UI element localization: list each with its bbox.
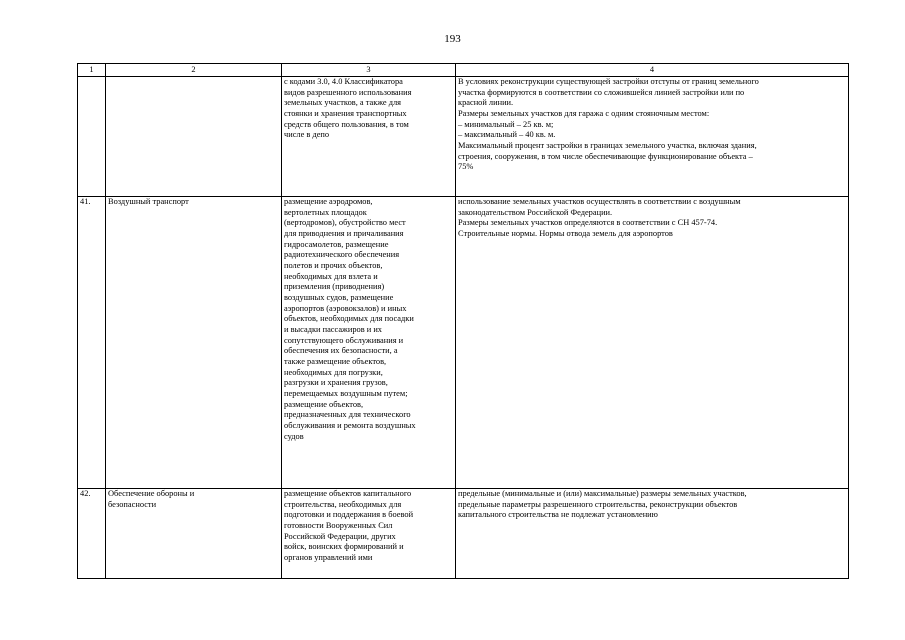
text-line: использование земельных участков осуществлять в соответствии с воздушным: [458, 197, 741, 206]
text-line: (вертодромов), обустройство мест: [284, 218, 406, 228]
text-line: приземления (приводнения): [284, 282, 385, 292]
row-number-cell: 42.: [78, 489, 106, 579]
header-col-1: 1: [78, 64, 106, 77]
text-line: обеспечения их безопасности, а: [284, 346, 398, 356]
text-line: Воздушный транспорт: [108, 197, 189, 206]
row-params-cell: [456, 489, 849, 579]
text-line: размещение объектов капитального: [284, 489, 412, 498]
header-col-4: 4: [456, 64, 849, 77]
text-line: перемещаемых воздушным путем;: [284, 389, 408, 399]
text-line: вертолетных площадок: [284, 207, 367, 217]
row-description-cell: [282, 197, 456, 489]
text-line: – максимальный – 40 кв. м.: [458, 130, 556, 140]
text-line: разгрузки и хранения грузов,: [284, 378, 388, 388]
text-line: для приводнения и причаливания: [284, 229, 404, 239]
text-line: участка формируются в соответствии со сложившейся линией застройки или по: [458, 87, 745, 97]
text-line: необходимых для погрузки,: [284, 367, 383, 377]
text-line: числе в депо: [284, 130, 330, 140]
page-number: 193: [444, 33, 461, 45]
text-line: сопутствующего обслуживания и: [284, 335, 404, 345]
row-number-cell: [78, 77, 106, 197]
row-params-cell: [456, 197, 849, 489]
text-line: необходимых для взлета и: [284, 271, 378, 281]
text-line: и высадки пассажиров и их: [284, 325, 382, 335]
text-line: предельные параметры разрешенного строительства, реконструкции объектов: [458, 499, 738, 509]
text-line: Максимальный процент застройки в границах земельного участка, включая здания,: [458, 141, 757, 151]
text-line: средств общего пользования, в том: [284, 119, 409, 129]
table-row: [78, 489, 849, 579]
table-row: [78, 77, 849, 197]
row-name-cell: [106, 489, 282, 579]
text-line: аэропортов (аэровокзалов) и иных: [284, 303, 407, 313]
text-line: предельные (минимальные и (или) максимальные) размеры земельных участков,: [458, 489, 747, 498]
header-col-2: 2: [106, 64, 282, 77]
table-row: [78, 197, 849, 489]
text-line: Размеры земельных участков для гаража с одним стояночным местом:: [458, 109, 710, 119]
table-header-row: [78, 64, 849, 77]
text-line: размещение объектов,: [284, 399, 364, 409]
text-line: – минимальный – 25 кв. м;: [458, 119, 554, 129]
text-line: объектов, необходимых для посадки: [284, 314, 414, 324]
text-line: строительства, необходимых для: [284, 499, 402, 509]
row-number-cell: 41.: [78, 197, 106, 489]
text-line: также размещение объектов,: [284, 357, 387, 367]
text-line: размещение аэродромов,: [284, 197, 373, 206]
text-line: подготовки и поддержания в боевой: [284, 510, 414, 520]
text-line: Строительные нормы. Нормы отвода земель для аэропортов: [458, 229, 673, 239]
text-line: Российской Федерации, других: [284, 531, 396, 541]
text-line: В условиях реконструкции существующей застройки отступы от границ земельного: [458, 77, 759, 86]
text-line: готовности Вооруженных Сил: [284, 521, 393, 531]
text-line: войск, воинских формирований и: [284, 542, 404, 552]
text-line: земельных участков, а также для: [284, 98, 402, 108]
text-line: строения, сооружения, в том числе обеспечивающие функционирование объекта –: [458, 151, 753, 161]
text-line: судов: [284, 431, 304, 441]
row-name-cell: [106, 77, 282, 197]
text-line: Обеспечение обороны и: [108, 489, 195, 498]
text-line: капитального строительства не подлежат установлению: [458, 510, 658, 520]
text-line: предназначенных для технического: [284, 410, 411, 420]
text-line: законодательством Российской Федерации.: [458, 207, 613, 217]
text-line: обслуживания и ремонта воздушных: [284, 421, 416, 431]
text-line: 75%: [458, 162, 474, 172]
text-line: стоянки и хранения транспортных: [284, 109, 407, 119]
land-use-table: [77, 63, 849, 579]
text-line: полетов и прочих объектов,: [284, 261, 383, 271]
text-line: безопасности: [108, 499, 157, 509]
text-line: радиотехнического обеспечения: [284, 250, 400, 260]
row-description-cell: [282, 489, 456, 579]
text-line: видов разрешенного использования: [284, 87, 412, 97]
text-line: органов управлений ими: [284, 553, 373, 563]
text-line: красной линии.: [458, 98, 514, 108]
text-line: гидросамолетов, размещение: [284, 239, 389, 249]
text-line: Размеры земельных участков определяются в соответствии с СН 457-74.: [458, 218, 718, 228]
row-name-cell: [106, 197, 282, 489]
text-line: с кодами 3.0, 4.0 Классификатора: [284, 77, 403, 86]
text-line: воздушных судов, размещение: [284, 293, 394, 303]
row-description-cell: [282, 77, 456, 197]
row-params-cell: [456, 77, 849, 197]
header-col-3: 3: [282, 64, 456, 77]
